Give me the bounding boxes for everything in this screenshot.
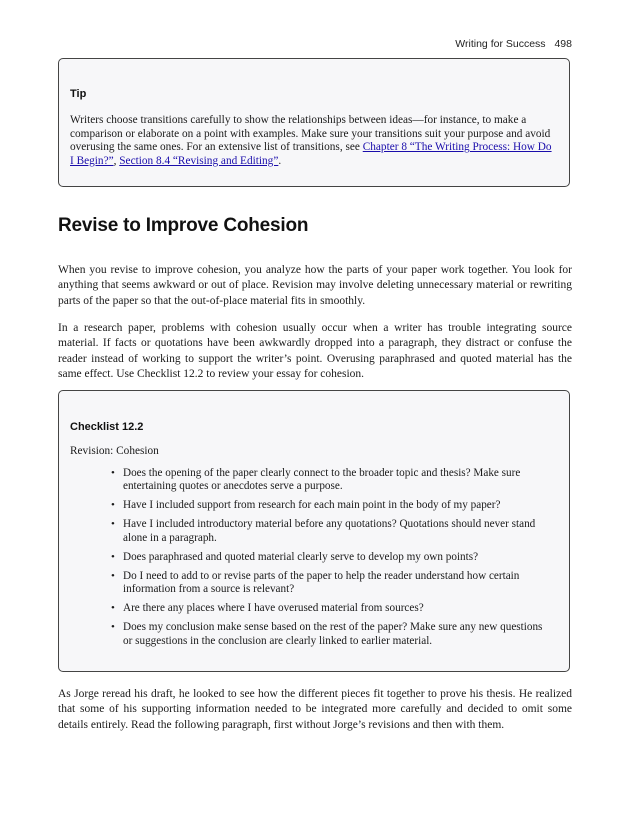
tip-title: Tip bbox=[70, 88, 87, 100]
checklist-item-text: Does paraphrased and quoted material clearly serve to develop my own points? bbox=[123, 550, 479, 563]
bullet-icon: • bbox=[111, 467, 115, 479]
bullet-icon: • bbox=[111, 621, 115, 634]
tip-text bbox=[70, 114, 558, 168]
running-header bbox=[455, 38, 572, 50]
checklist-item-text: Do I need to add to or revise parts of the paper to help the reader understand how certain information from a source is relevant? bbox=[123, 569, 520, 596]
checklist-list bbox=[70, 467, 558, 648]
checklist-item bbox=[111, 518, 558, 545]
tip-link-separator: , bbox=[113, 154, 120, 167]
checklist-subheading: Revision: Cohesion bbox=[70, 445, 159, 457]
checklist-item bbox=[111, 499, 558, 512]
checklist-item bbox=[111, 621, 558, 648]
checklist-item bbox=[111, 569, 558, 597]
checklist-item bbox=[111, 602, 558, 615]
tip-text-after: . bbox=[278, 154, 282, 167]
chapter-8-link[interactable]: Chapter 8 “The Writing Process: How Do I Begin?” bbox=[70, 141, 552, 167]
checklist-item-text: Does the opening of the paper clearly connect to the broader topic and thesis? Make sure entertaining quotes or anecdotes serve a purpose. bbox=[123, 467, 521, 493]
checklist-box bbox=[58, 390, 570, 672]
paragraph-3: As Jorge reread his draft, he looked to see how the different pieces fit together to prove his thesis. He realized that some of his supporting information needed to be integrated more carefully and decided to omit some details entirely. Read the following paragraph, first without Jorge’s revisions and then with them. bbox=[58, 688, 572, 731]
bullet-icon: • bbox=[111, 518, 115, 531]
bullet-icon: • bbox=[111, 499, 115, 512]
bullet-icon: • bbox=[111, 569, 115, 582]
checklist-item-text: Does my conclusion make sense based on the rest of the paper? Make sure any new questions or suggestions in the conclusion are clearly linked to earlier material. bbox=[123, 621, 543, 647]
paragraph-2: In a research paper, problems with cohesion usually occur when a writer has trouble integrating source material. If facts or quotations have been awkwardly dropped into a paragraph, they distract or confuse the reader instead of working to support the writer’s point. Overusing paraphrased and quoted material has the same effect. Use Checklist 12.2 to review your essay for cohesion. bbox=[58, 322, 572, 380]
checklist-item bbox=[111, 467, 558, 494]
header-title: Writing for Success bbox=[455, 38, 546, 50]
checklist-item-text: Have I included introductory material before any quotations? Quotations should never stand alone in a paragraph. bbox=[123, 518, 536, 544]
checklist-item-text: Are there any places where I have overused material from sources? bbox=[123, 602, 424, 615]
checklist-title: Checklist 12.2 bbox=[70, 421, 144, 433]
bullet-icon: • bbox=[111, 550, 115, 563]
checklist-item-text: Have I included support from research for each main point in the body of my paper? bbox=[123, 499, 501, 512]
tip-box bbox=[58, 58, 570, 187]
bullet-icon: • bbox=[111, 602, 115, 615]
tip-text-before: Writers choose transitions carefully to show the relationships between ideas—for instance, to make a comparison or elaborate on a point with examples. Make sure your transitions suit your purpose and avoid overusing the same ones. For an extensive list of transitions, see bbox=[70, 114, 551, 154]
section-8-4-link[interactable]: Section 8.4 “Revising and Editing” bbox=[119, 154, 279, 167]
paragraph-1: When you revise to improve cohesion, you analyze how the parts of your paper work together. You look for anything that seems awkward or out of place. Revision may involve deleting unnecessary material or rewriting parts of the paper so that the out-of-place material fits in smoothly. bbox=[58, 264, 572, 307]
page-number: 498 bbox=[554, 38, 572, 50]
section-heading: Revise to Improve Cohesion bbox=[58, 215, 309, 236]
checklist-item bbox=[111, 550, 558, 564]
